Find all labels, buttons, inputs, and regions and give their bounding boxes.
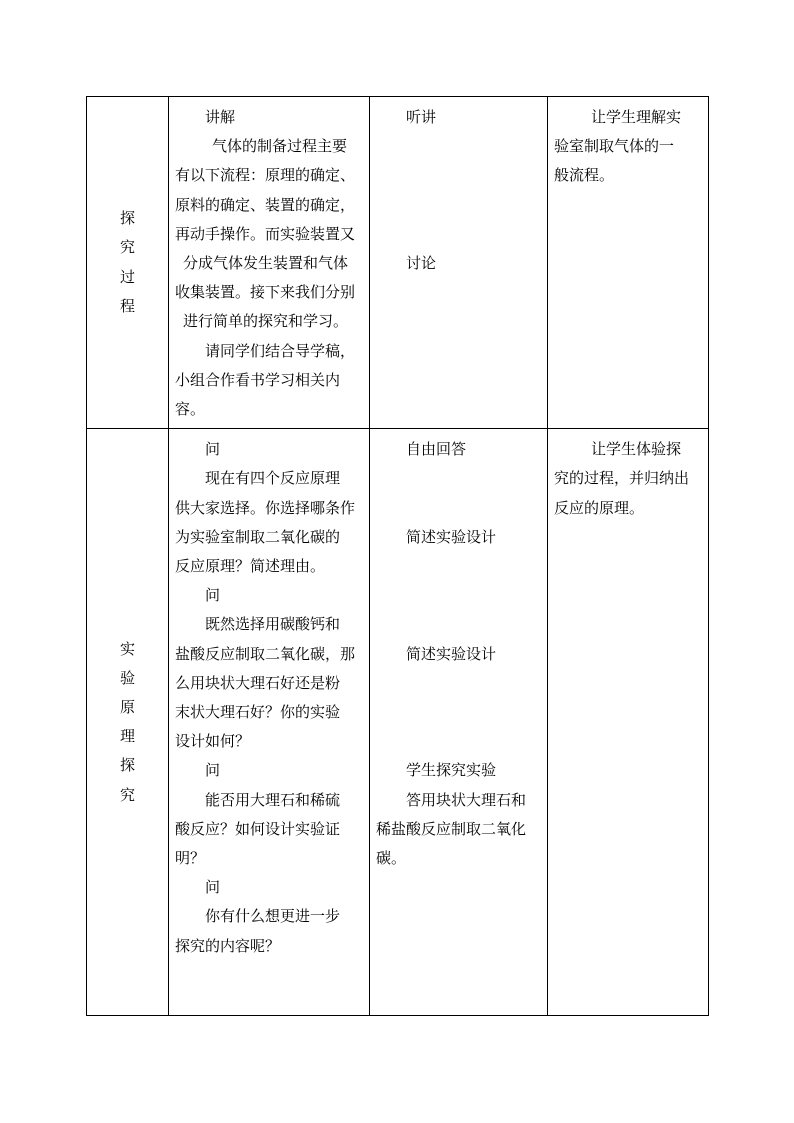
teacher-line: 容。 (175, 400, 206, 419)
teacher-activity-cell (169, 429, 370, 1016)
teacher-line: 问 (205, 440, 221, 459)
lesson-plan-table (86, 96, 709, 1016)
teacher-line: 盐酸反应制取二氧化碳，那 (175, 644, 356, 663)
teacher-line: 反应原理？简述理由。 (175, 557, 326, 576)
teacher-line: 小组合作看书学习相关内 (175, 370, 341, 389)
student-line: 简述实验设计 (406, 527, 497, 546)
teacher-line: 么用块状大理石好还是粉 (175, 673, 341, 692)
student-line: 简述实验设计 (406, 644, 497, 663)
intent-line: 让学生体验探 (591, 440, 682, 459)
teacher-line: 设计如何？ (175, 732, 251, 751)
intent-line: 验室制取气体的一 (554, 137, 675, 156)
teacher-line: 为实验室制取二氧化碳的 (175, 527, 341, 546)
stage-char: 实 (119, 639, 135, 658)
stage-cell (87, 429, 169, 1016)
student-activity-cell (370, 97, 548, 429)
teacher-line: 明？ (175, 849, 206, 868)
stage-char: 原 (119, 698, 135, 717)
student-line: 听讲 (406, 108, 437, 126)
intent-line: 反应的原理。 (554, 498, 645, 517)
stage-char: 探 (119, 209, 135, 228)
stage-cell (87, 97, 169, 429)
table-row (87, 97, 709, 429)
teacher-line: 既然选择用碳酸钙和 (205, 615, 341, 634)
teacher-line: 你有什么想更进一步 (205, 907, 341, 926)
student-activity-cell (370, 429, 548, 1016)
teacher-line: 讲解 (205, 108, 236, 126)
intent-line: 般流程。 (554, 166, 615, 185)
teacher-line: 末状大理石好？你的实验 (175, 703, 341, 722)
student-line: 讨论 (406, 253, 437, 272)
stage-char: 验 (119, 668, 135, 687)
intent-line: 让学生理解实 (591, 108, 682, 126)
stage-char: 探 (119, 756, 135, 775)
stage-char: 究 (119, 785, 135, 804)
teacher-line: 现在有四个反应原理 (205, 469, 341, 488)
teacher-line: 供大家选择。你选择哪条作 (175, 498, 356, 517)
student-line: 答用块状大理石和 (406, 790, 527, 809)
student-line: 碳。 (376, 848, 407, 867)
student-line: 自由回答 (406, 440, 467, 459)
stage-char: 理 (119, 727, 135, 746)
stage-char: 过 (119, 267, 135, 286)
table-row (87, 429, 709, 1016)
teacher-line: 收集装置。接下来我们分别 (175, 283, 356, 302)
intent-line: 究的过程，并归纳出 (554, 469, 690, 488)
teacher-line: 分成气体发生装置和气体 (183, 254, 349, 273)
teacher-line: 再动手操作。而实验装置又 (175, 224, 356, 243)
teacher-activity-cell (169, 97, 370, 429)
student-line: 学生探究实验 (406, 761, 497, 780)
teacher-line: 有以下流程：原理的确定、 (175, 166, 356, 185)
stage-char: 程 (119, 296, 135, 315)
teacher-line: 进行简单的探究和学习。 (183, 312, 349, 331)
teacher-line: 请同学们结合导学稿， (205, 341, 356, 360)
teacher-line: 探究的内容呢？ (175, 936, 281, 955)
teacher-line: 酸反应？如何设计实验证 (175, 819, 341, 838)
teacher-line: 气体的制备过程主要 (212, 137, 348, 156)
stage-char: 究 (119, 238, 135, 257)
teacher-line: 问 (205, 586, 221, 605)
teacher-line: 能否用大理石和稀硫 (205, 790, 341, 809)
student-line: 稀盐酸反应制取二氧化 (376, 819, 527, 838)
teacher-line: 问 (205, 878, 221, 897)
teacher-line: 问 (205, 761, 221, 780)
design-intent-cell (548, 429, 709, 1016)
teacher-line: 原料的确定、装置的确定， (175, 195, 356, 214)
design-intent-cell (548, 97, 709, 429)
